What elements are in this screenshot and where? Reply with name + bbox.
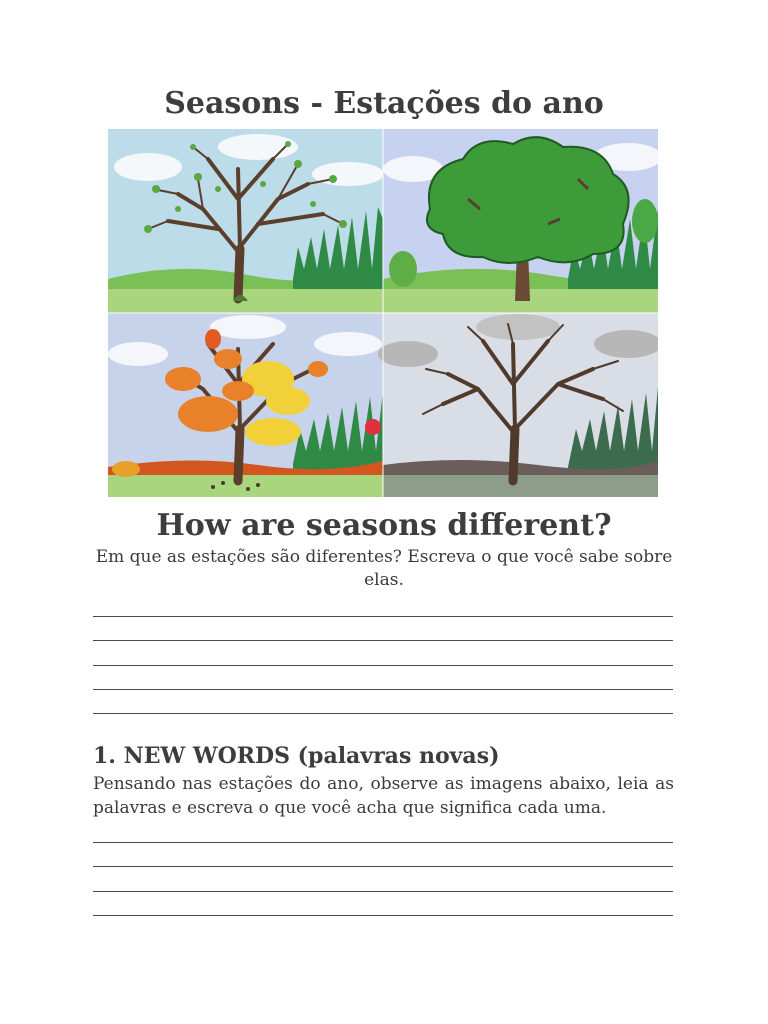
spring-panel [108,129,384,313]
autumn-panel [108,313,383,497]
summer-panel [383,129,658,313]
answer-line[interactable] [93,915,673,916]
worksheet-title: Seasons - Estações do ano [164,86,604,121]
answer-line[interactable] [93,866,673,867]
section-heading: How are seasons different? [156,508,612,543]
answer-line[interactable] [93,891,673,892]
answer-line[interactable] [93,713,673,714]
section-prompt: Em que as estações são diferentes? Escreva o que você sabe sobre elas. [95,547,673,590]
answer-line[interactable] [93,689,673,690]
answer-lines-2[interactable] [93,842,673,939]
answer-line[interactable] [93,665,673,666]
answer-line[interactable] [93,616,673,617]
answer-line[interactable] [93,842,673,843]
winter-panel [378,313,658,497]
answer-lines-1[interactable] [93,616,673,737]
seasons-illustration [108,129,658,497]
new-words-heading: 1. NEW WORDS (palavras novas) [93,743,500,769]
answer-line[interactable] [93,640,673,641]
new-words-prompt: Pensando nas estações do ano, observe as imagens abaixo, leia as palavras e escreva o que você acha que significa cada uma. [93,774,674,818]
